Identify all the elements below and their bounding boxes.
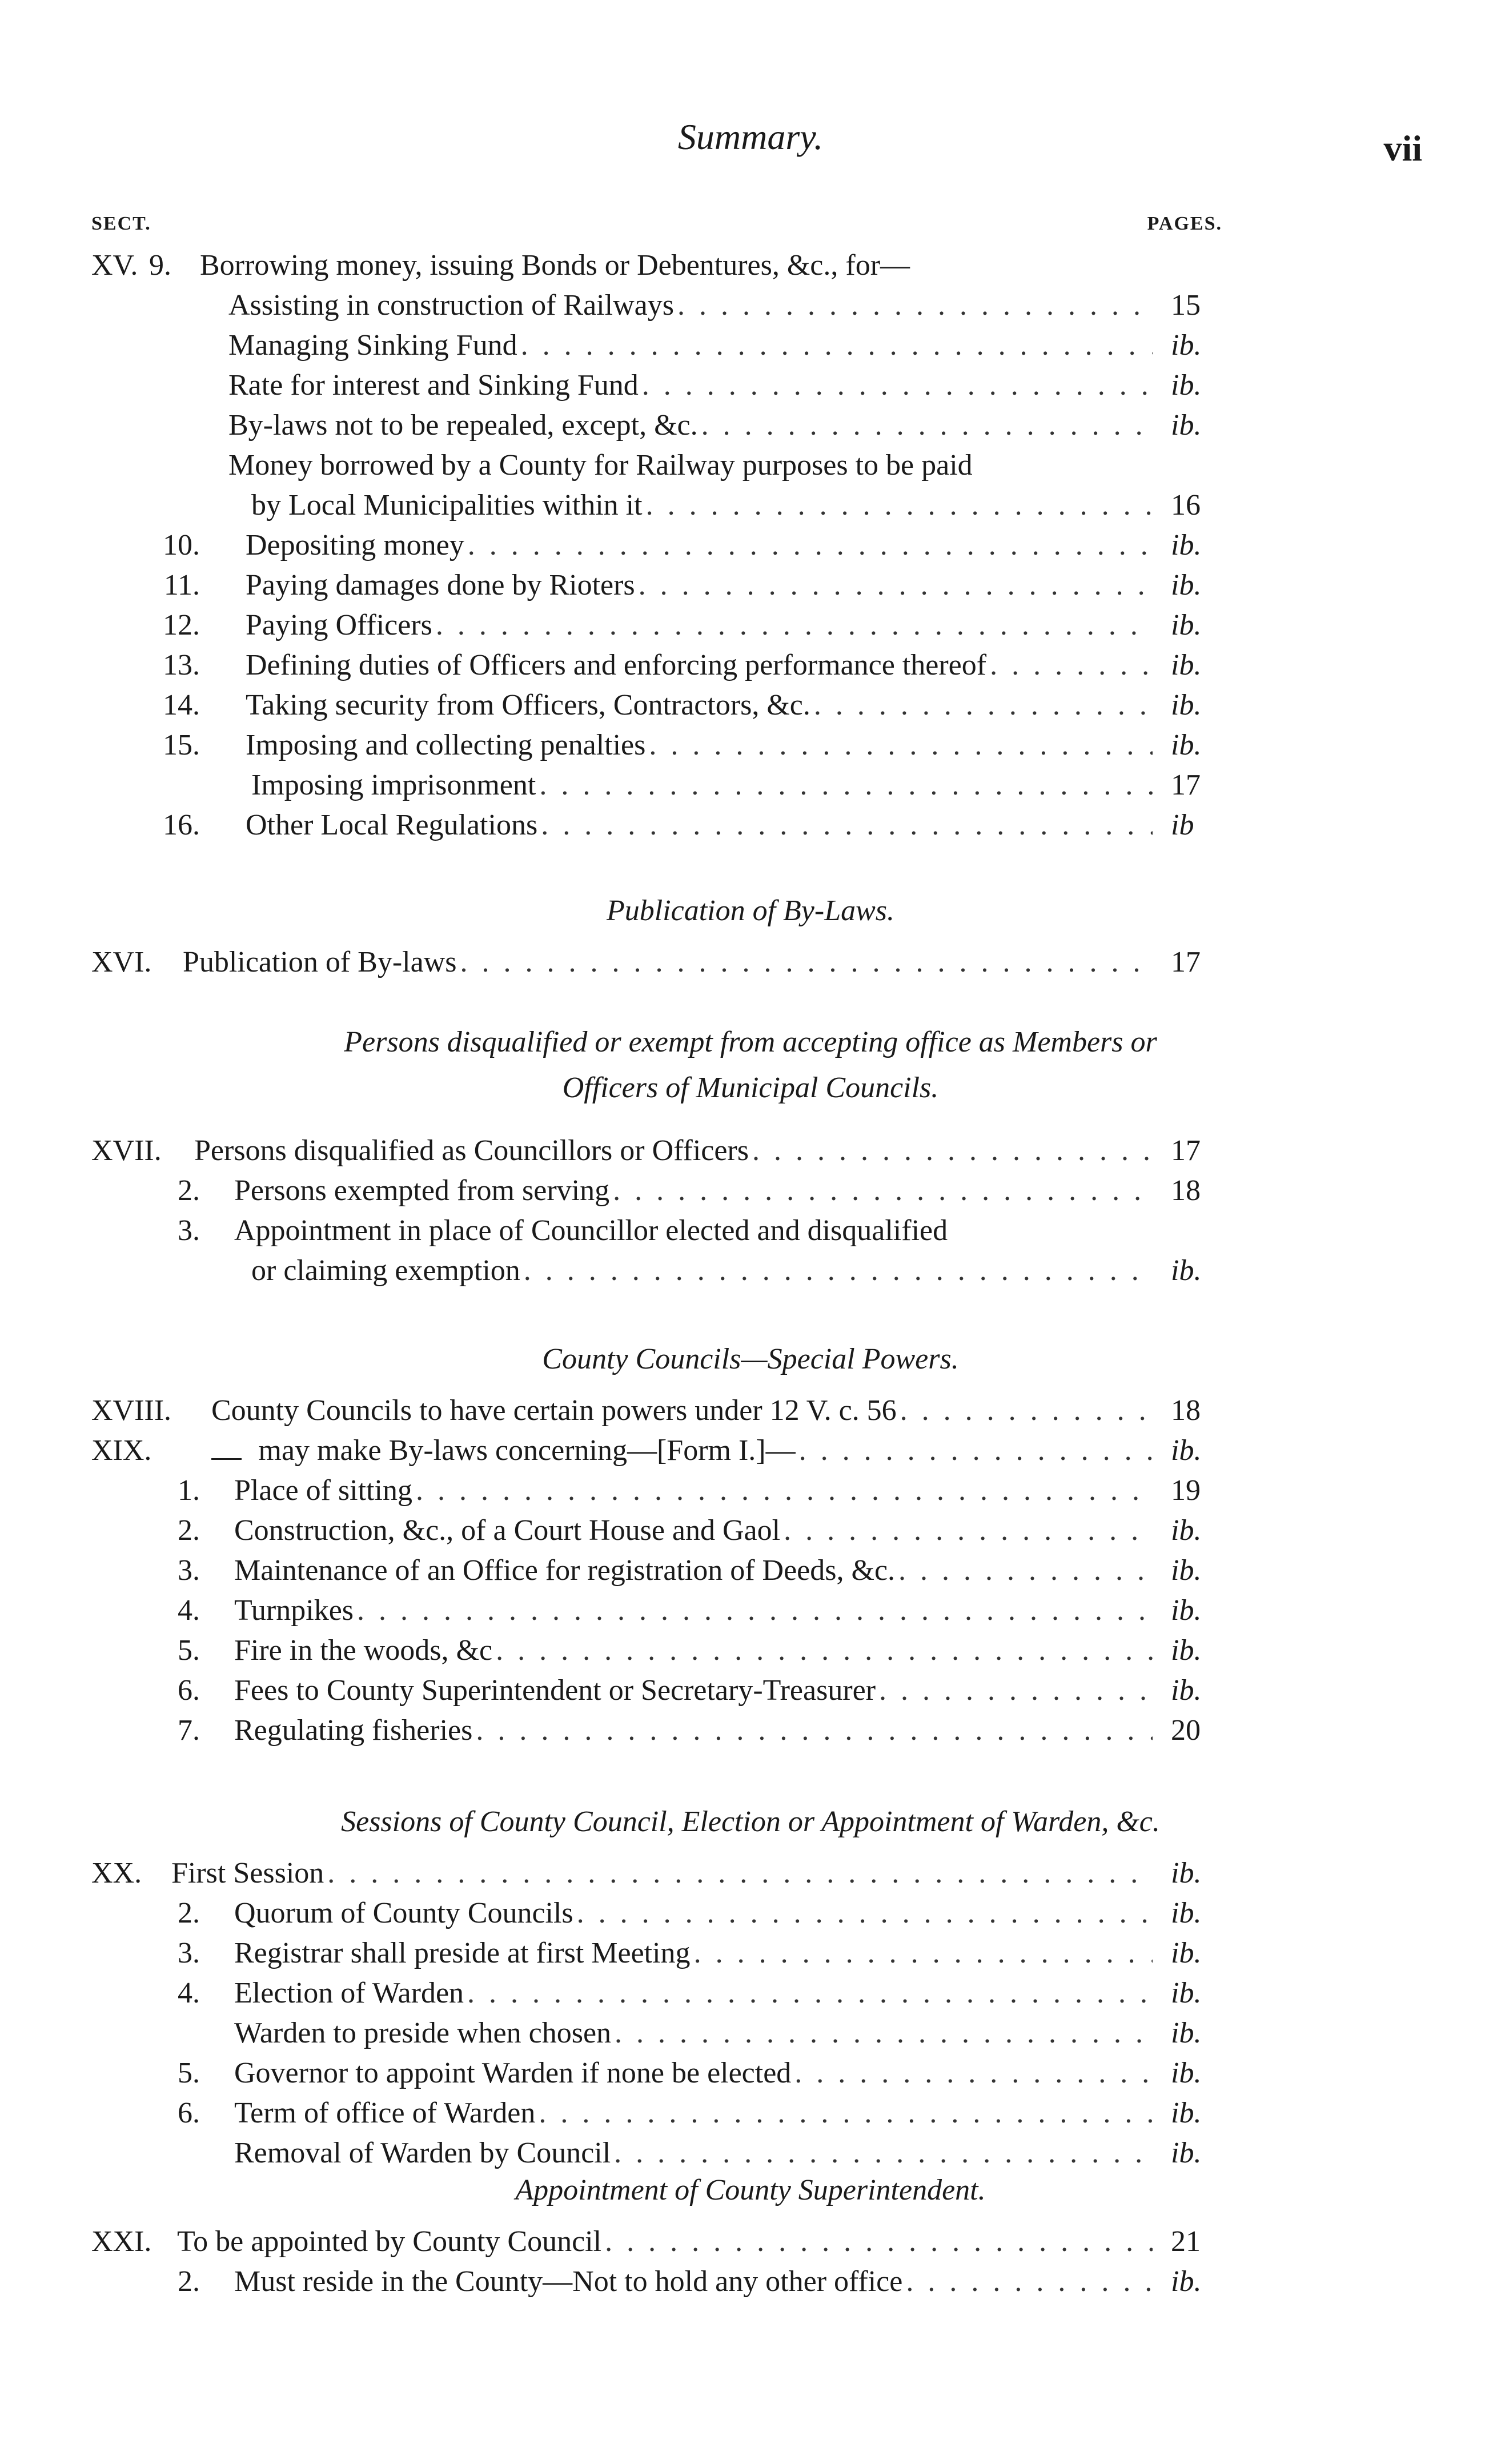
entry-text (234, 2013, 1153, 2053)
dot-leader (609, 1171, 1153, 1211)
page-reference: ib. (1171, 689, 1202, 721)
page-reference: ib. (1171, 2017, 1202, 2049)
clause-number: 14. (163, 689, 200, 721)
entry-label: Registrar shall preside at first Meeting (234, 1937, 691, 1969)
table-row (0, 2222, 1501, 2262)
page-reference: 15 (1171, 289, 1201, 322)
entry-text (183, 942, 1153, 982)
dot-leader (902, 2262, 1153, 2302)
dot-leader (749, 1131, 1153, 1171)
entry-label: Persons disqualified as Councillors or Officers (194, 1134, 749, 1167)
entry-text (200, 246, 1153, 286)
entry-text (251, 485, 1153, 525)
dot-leader (517, 326, 1153, 366)
dot-leader (457, 942, 1153, 982)
page-reference: ib. (1171, 649, 1202, 681)
table-row (0, 1131, 1501, 1171)
entry-text (251, 765, 1153, 805)
page-reference: 20 (1171, 1714, 1201, 1747)
page-reference: ib. (1171, 1977, 1202, 2009)
dot-leader (986, 645, 1153, 685)
entry-label: By-laws not to be repealed, except, &c. (228, 409, 698, 442)
table-row (0, 942, 1501, 982)
clause-number: 2. (178, 2265, 200, 2298)
table-row (0, 446, 1501, 485)
entry-label: Term of office of Warden (234, 2097, 536, 2129)
clause-number: 16. (163, 809, 200, 841)
entry-text (234, 1631, 1153, 1671)
section-heading: Sessions of County Council, Election or Appointment of Warden, &c. (341, 1805, 1160, 1838)
entry-label: Turnpikes (234, 1594, 354, 1627)
page-reference: 19 (1171, 1474, 1201, 1507)
entry-label: Imposing imprisonment (251, 769, 536, 801)
table-row (0, 1551, 1501, 1591)
table-row (0, 685, 1501, 725)
entry-label: Taking security from Officers, Contractors, &c. (246, 689, 810, 721)
table-row (0, 805, 1501, 845)
entry-label: Construction, &c., of a Court House and Gaol (234, 1514, 781, 1547)
table-row (0, 525, 1501, 565)
table-row (0, 1973, 1501, 2013)
table-row (0, 1671, 1501, 1711)
entry-label: Election of Warden (234, 1977, 464, 2009)
section-heading: Persons disqualified or exempt from accepting office as Members or (344, 1026, 1157, 1058)
section-number: XV. (91, 249, 138, 282)
dot-leader (535, 2093, 1153, 2133)
table-row (0, 1893, 1501, 1933)
page-reference: ib. (1171, 2097, 1202, 2129)
table-row (0, 246, 1501, 286)
table-row (0, 1711, 1501, 1751)
page-reference: ib. (1171, 369, 1202, 402)
entry-text (194, 1131, 1153, 1171)
page-reference: ib. (1171, 1554, 1202, 1587)
entry-text (211, 1431, 1153, 1471)
entry-text (234, 1711, 1153, 1751)
entry-text (246, 525, 1153, 565)
entry-label: Imposing and collecting penalties (246, 729, 646, 761)
table-row (0, 406, 1501, 446)
entry-text (234, 1171, 1153, 1211)
page-reference: ib. (1171, 2137, 1202, 2169)
table-row (0, 2013, 1501, 2053)
table-row (0, 1853, 1501, 1893)
dot-leader (674, 286, 1153, 326)
entry-text (246, 805, 1153, 845)
clause-number: 2. (178, 1514, 200, 1547)
clause-number: 13. (163, 649, 200, 681)
entry-text (234, 1471, 1153, 1511)
entry-text (228, 286, 1153, 326)
page-reference: 17 (1171, 946, 1201, 978)
dot-leader (810, 685, 1153, 725)
dot-leader (492, 1631, 1153, 1671)
dot-leader (876, 1671, 1153, 1711)
dot-leader (791, 2053, 1153, 2093)
dot-leader (698, 406, 1153, 446)
entry-text (246, 565, 1153, 605)
page-reference: ib. (1171, 1674, 1202, 1707)
table-row (0, 2053, 1501, 2093)
page-reference: 17 (1171, 1134, 1201, 1167)
entry-label: Fire in the woods, &c (234, 1634, 493, 1667)
entry-label: To be appointed by County Council (177, 2225, 602, 2258)
dot-leader (639, 366, 1153, 406)
table-row (0, 1511, 1501, 1551)
table-row (0, 1431, 1501, 1471)
clause-number: 6. (178, 2097, 200, 2129)
entry-text (234, 1893, 1153, 1933)
page-reference: 21 (1171, 2225, 1201, 2258)
dot-leader (537, 805, 1153, 845)
entry-text (234, 1933, 1153, 1973)
page-reference: ib. (1171, 569, 1202, 601)
entry-label: County Councils to have certain powers under 12 V. c. 56 (211, 1394, 897, 1427)
section-number: XVI. (91, 946, 152, 978)
dot-leader (601, 2222, 1153, 2262)
entry-label: by Local Municipalities within it (251, 489, 643, 521)
entry-label: Maintenance of an Office for registration of Deeds, &c. (234, 1554, 896, 1587)
entry-label: may make By-laws concerning—[Form I.]— (258, 1434, 796, 1467)
clause-number: 1. (178, 1474, 200, 1507)
pages-column-header: PAGES. (1147, 213, 1222, 234)
page-reference: ib. (1171, 1594, 1202, 1627)
section-heading: Officers of Municipal Councils. (562, 1072, 939, 1104)
dot-leader (796, 1431, 1153, 1471)
entry-text (234, 1591, 1153, 1631)
entry-label: Appointment in place of Councillor elected and disqualified (234, 1214, 948, 1247)
entry-text (228, 406, 1153, 446)
table-row (0, 286, 1501, 326)
table-row (0, 2262, 1501, 2302)
entry-label: Money borrowed by a County for Railway purposes to be paid (228, 449, 973, 481)
dot-leader (897, 1391, 1153, 1431)
clause-number: 5. (178, 2057, 200, 2089)
entry-label: Must reside in the County—Not to hold any other office (234, 2265, 903, 2298)
entry-label: First Session (171, 1857, 324, 1889)
clause-number: 6. (178, 1674, 200, 1707)
entry-label: Quorum of County Councils (234, 1897, 573, 1929)
table-row (0, 326, 1501, 366)
page-reference: ib. (1171, 1434, 1202, 1467)
dot-leader (412, 1471, 1153, 1511)
clause-number: 3. (178, 1554, 200, 1587)
dot-leader (520, 1251, 1153, 1291)
table-row (0, 765, 1501, 805)
entry-label: Persons exempted from serving (234, 1174, 610, 1207)
page-reference: ib. (1171, 1514, 1202, 1547)
entry-text (211, 1391, 1153, 1431)
entry-text (171, 1853, 1153, 1893)
entry-text (234, 2053, 1153, 2093)
clause-number: 4. (178, 1594, 200, 1627)
entry-text (246, 685, 1153, 725)
entry-text (234, 1973, 1153, 2013)
table-row (0, 1391, 1501, 1431)
clause-number: 7. (178, 1714, 200, 1747)
dot-leader (635, 565, 1153, 605)
entry-text (234, 2262, 1153, 2302)
entry-text (234, 2093, 1153, 2133)
clause-number: 3. (178, 1214, 200, 1247)
entry-text (234, 1211, 1153, 1251)
dot-leader (464, 525, 1153, 565)
entry-label: Place of sitting (234, 1474, 412, 1507)
table-row (0, 1471, 1501, 1511)
table-row (0, 1251, 1501, 1291)
page-reference: ib. (1171, 1897, 1202, 1929)
entry-label: Other Local Regulations (246, 809, 538, 841)
dot-leader (432, 605, 1153, 645)
entry-text (246, 605, 1153, 645)
page-reference: ib (1171, 809, 1194, 841)
table-row (0, 605, 1501, 645)
dot-leader (643, 485, 1153, 525)
entry-text (228, 446, 1153, 485)
table-row (0, 1591, 1501, 1631)
table-row (0, 565, 1501, 605)
entry-label: or claiming exemption (251, 1254, 520, 1287)
entry-label: Borrowing money, issuing Bonds or Debentures, &c., for— (200, 249, 910, 282)
section-number: XVII. (91, 1134, 162, 1167)
clause-number: 12. (163, 609, 200, 641)
entry-text (177, 2222, 1153, 2262)
clause-number: 15. (163, 729, 200, 761)
dot-leader (691, 1933, 1153, 1973)
section-number: XXI. (91, 2225, 152, 2258)
dot-leader (611, 2133, 1153, 2173)
table-row (0, 485, 1501, 525)
entry-label: Governor to appoint Warden if none be elected (234, 2057, 792, 2089)
page-reference: ib. (1171, 1857, 1202, 1889)
entry-label: Paying damages done by Rioters (246, 569, 635, 601)
clause-number: 4. (178, 1977, 200, 2009)
dot-leader (536, 765, 1153, 805)
section-heading: Appointment of County Superintendent. (515, 2174, 986, 2206)
page-reference: ib. (1171, 1634, 1202, 1667)
sect-column-header: SECT. (91, 213, 151, 234)
table-row (0, 2133, 1501, 2173)
section-number: XIX. (91, 1434, 152, 1467)
page-reference: ib. (1171, 329, 1202, 362)
dot-leader (895, 1551, 1153, 1591)
dot-leader (611, 2013, 1153, 2053)
entry-text (246, 725, 1153, 765)
page-number: vii (1383, 128, 1422, 168)
clause-number: 2. (178, 1897, 200, 1929)
entry-label: Rate for interest and Sinking Fund (228, 369, 639, 402)
entry-text (234, 1511, 1153, 1551)
clause-number: 3. (178, 1937, 200, 1969)
page-reference: 17 (1171, 769, 1201, 801)
entry-label: Paying Officers (246, 609, 432, 641)
table-row (0, 1631, 1501, 1671)
dot-leader (324, 1853, 1153, 1893)
table-row (0, 2093, 1501, 2133)
page-reference: ib. (1171, 1254, 1202, 1287)
entry-label: Publication of By-laws (183, 946, 457, 978)
page-reference: 18 (1171, 1394, 1201, 1427)
table-row (0, 1933, 1501, 1973)
page-reference: ib. (1171, 529, 1202, 561)
table-row (0, 1171, 1501, 1211)
entry-text (246, 645, 1153, 685)
dot-leader (780, 1511, 1153, 1551)
dot-leader (354, 1591, 1153, 1631)
entry-label: Assisting in construction of Railways (228, 289, 674, 322)
page-reference: ib. (1171, 2057, 1202, 2089)
entry-text (234, 2133, 1153, 2173)
entry-label: Depositing money (246, 529, 464, 561)
entry-text (228, 326, 1153, 366)
page-reference: ib. (1171, 1937, 1202, 1969)
entry-label: Fees to County Superintendent or Secretary-Treasurer (234, 1674, 876, 1707)
page-reference: ib. (1171, 2265, 1202, 2298)
entry-label: Regulating fisheries (234, 1714, 473, 1747)
dot-leader (573, 1893, 1153, 1933)
entry-text (234, 1671, 1153, 1711)
clause-number: 9. (149, 249, 171, 282)
running-title: Summary. (677, 117, 824, 157)
page-reference: ib. (1171, 609, 1202, 641)
section-heading: County Councils—Special Powers. (542, 1343, 959, 1375)
page-reference: ib. (1171, 729, 1202, 761)
table-row (0, 645, 1501, 685)
entry-text (228, 366, 1153, 406)
entry-label: Defining duties of Officers and enforcing performance thereof (246, 649, 987, 681)
section-number: XVIII. (91, 1394, 172, 1427)
clause-number: 2. (178, 1174, 200, 1207)
dot-leader (645, 725, 1153, 765)
clause-number: 10. (163, 529, 200, 561)
section-heading: Publication of By-Laws. (606, 894, 895, 927)
section-number: XX. (91, 1857, 142, 1889)
page-reference: 18 (1171, 1174, 1201, 1207)
table-row (0, 725, 1501, 765)
dot-leader (472, 1711, 1153, 1751)
entry-text (234, 1551, 1153, 1591)
entry-text (251, 1251, 1153, 1291)
page-reference: 16 (1171, 489, 1201, 521)
ditto-rule (211, 1458, 242, 1460)
clause-number: 5. (178, 1634, 200, 1667)
entry-label: Warden to preside when chosen (234, 2017, 612, 2049)
table-row (0, 1211, 1501, 1251)
entry-label: Managing Sinking Fund (228, 329, 517, 362)
clause-number: 11. (163, 569, 200, 601)
page-reference: ib. (1171, 409, 1202, 442)
table-row (0, 366, 1501, 406)
entry-label: Removal of Warden by Council (234, 2137, 611, 2169)
dot-leader (464, 1973, 1153, 2013)
